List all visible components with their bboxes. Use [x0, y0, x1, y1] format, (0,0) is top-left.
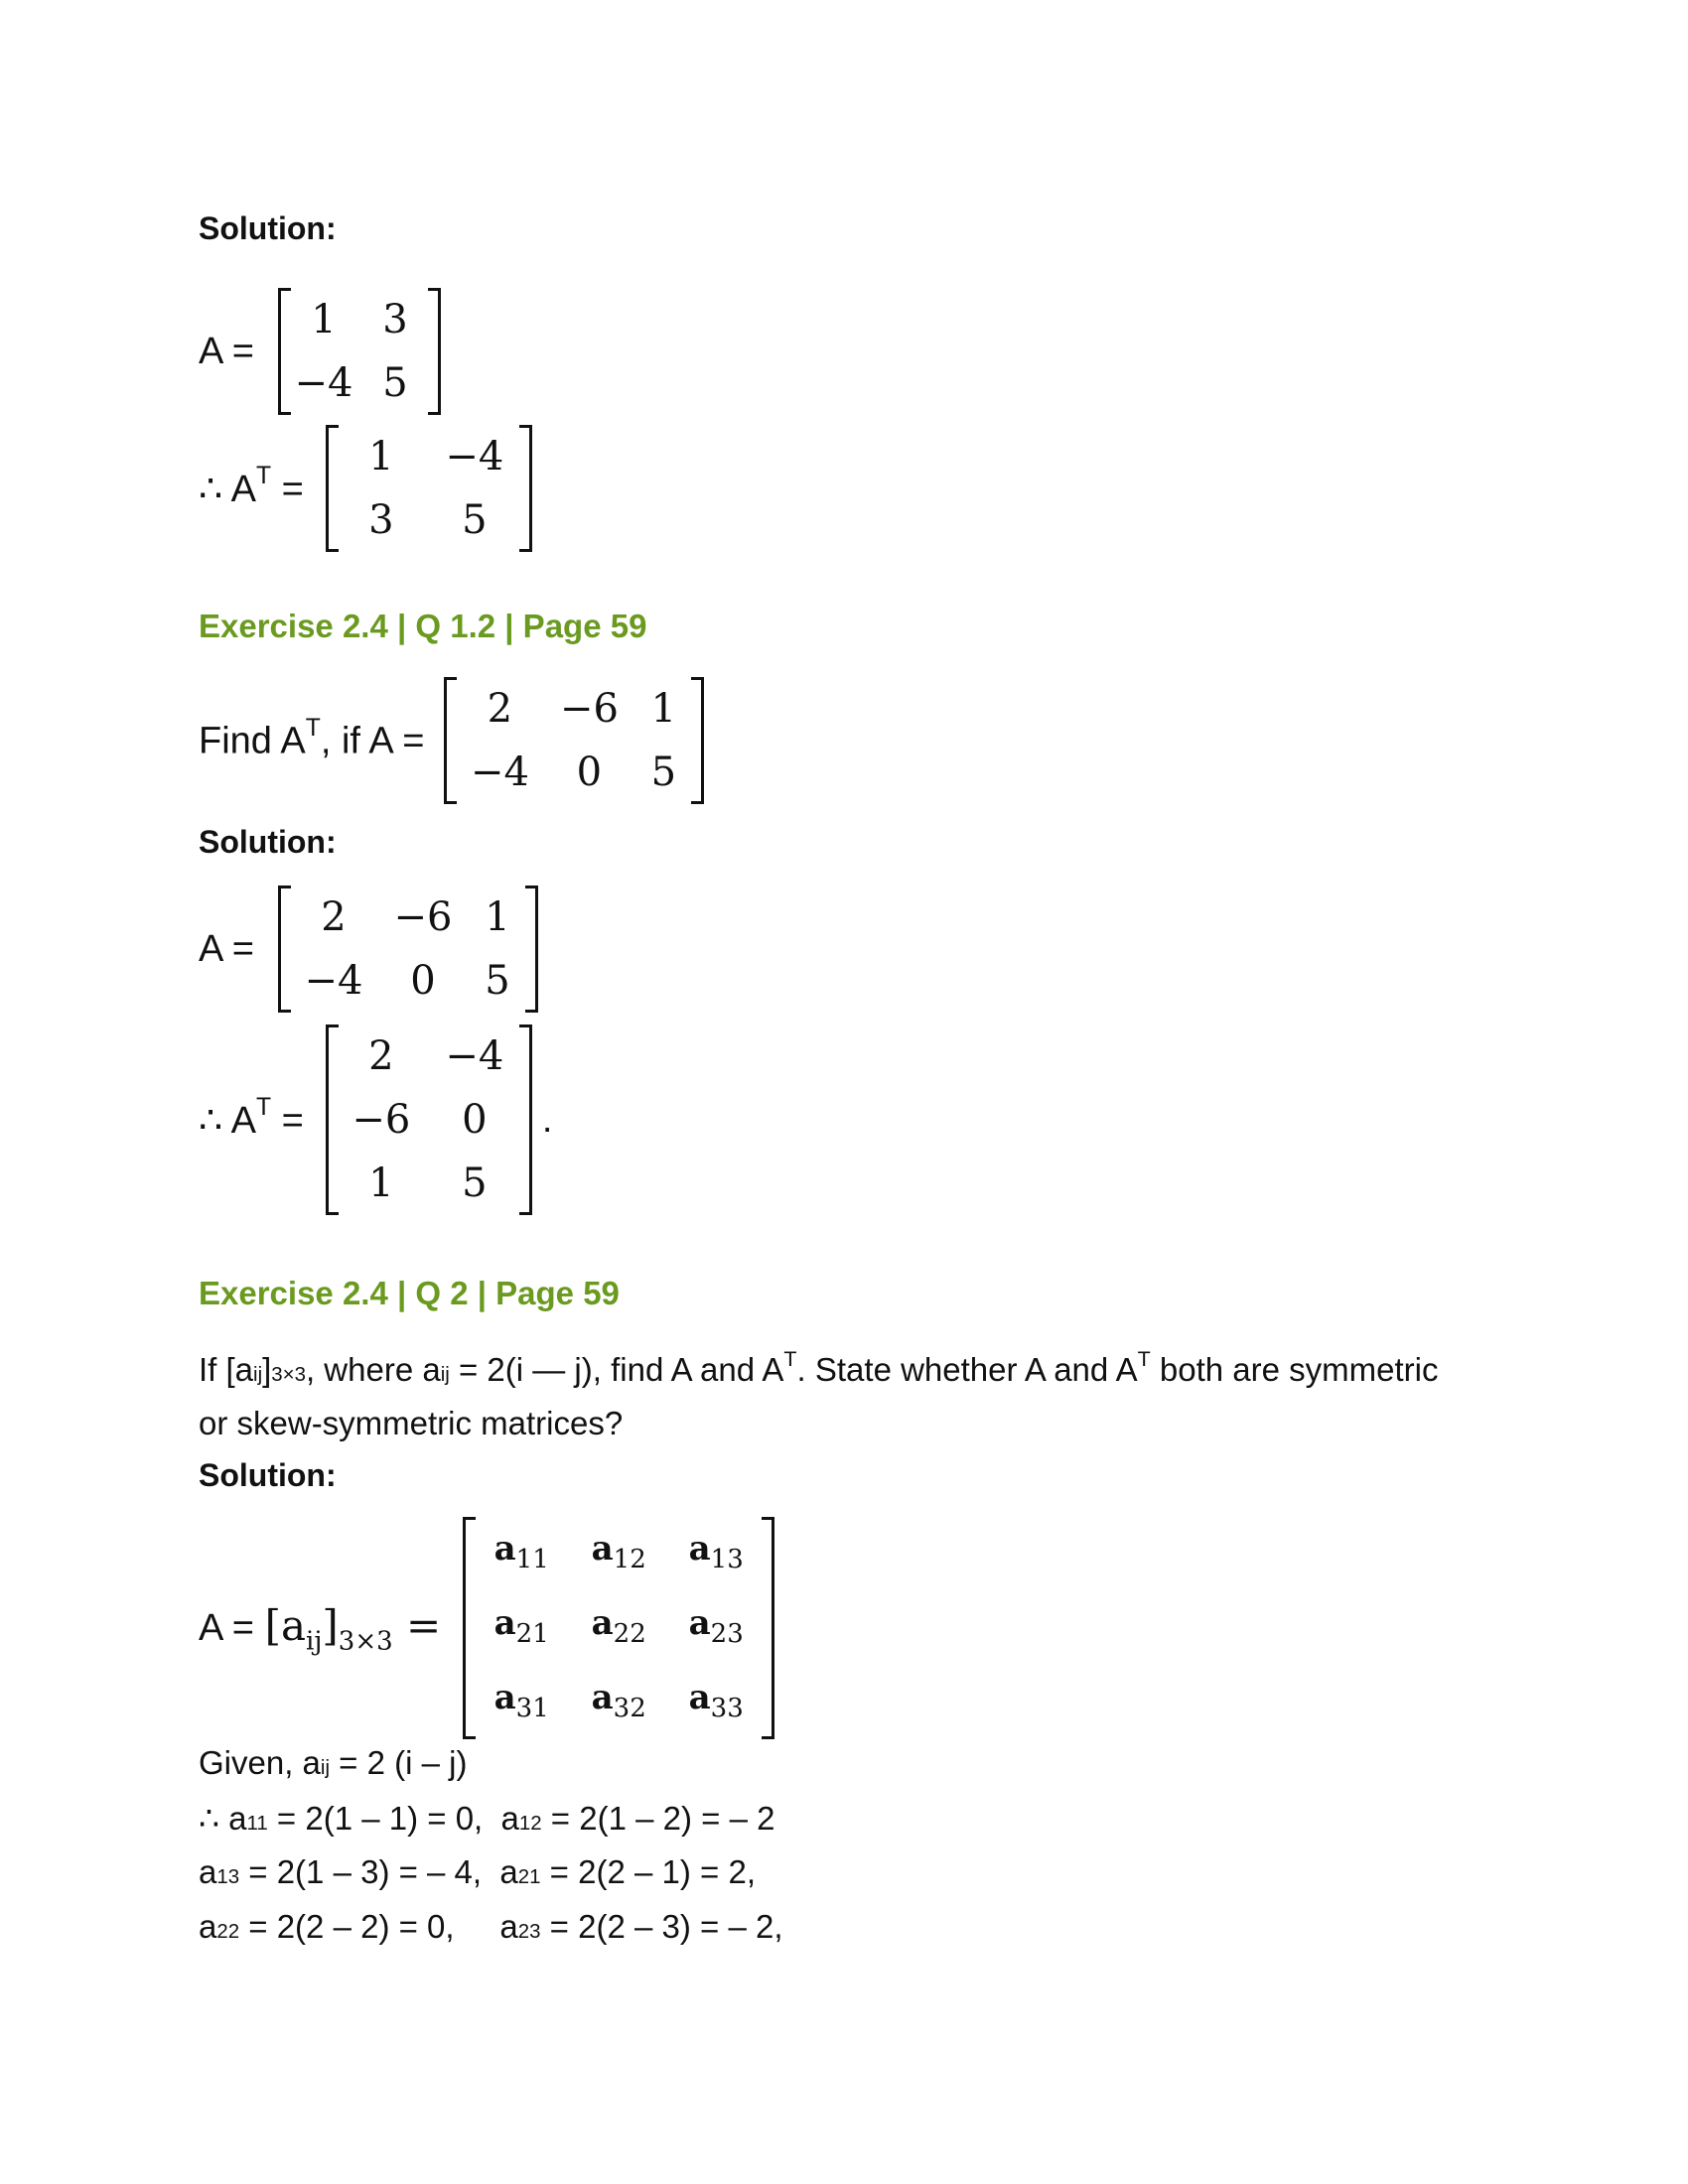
matrix-cell: −4 — [294, 360, 353, 406]
matrix-at-row — [199, 425, 532, 552]
matrix-at-row — [199, 1024, 552, 1215]
matrix-at — [326, 1024, 532, 1215]
matrix-a — [278, 288, 441, 415]
matrix-cell: 5 — [485, 958, 510, 1004]
matrix-cell: 3 — [382, 297, 408, 342]
matrix-a — [278, 886, 538, 1013]
matrix-a-general — [463, 1517, 774, 1739]
question-matrix — [444, 677, 704, 804]
solution-label: Solution: — [199, 210, 337, 246]
matrix-cell: $a_{22}$ — [591, 1602, 646, 1649]
solution-label: Solution: — [199, 824, 337, 860]
matrix-cell: −6 — [559, 686, 619, 732]
question-text: If [aij]3×3, where aij = 2(i — j), find A and $A^T$. State whether A and $A^T$ both are symmetric — [199, 1346, 1439, 1388]
matrix-cell: $a_{32}$ — [591, 1677, 646, 1723]
matrix-cell: 3 — [368, 497, 394, 543]
matrix-cell: $a_{12}$ — [591, 1529, 646, 1574]
matrix-cell: $a_{13}$ — [688, 1529, 744, 1574]
question-label: Find $A^T$, if A = — [199, 714, 425, 762]
matrix-cell: −4 — [445, 1033, 504, 1079]
solution-label: Solution: — [199, 1457, 337, 1493]
matrix-cell: −4 — [445, 434, 504, 479]
computation-line: a22 = 2(2 – 2) = 0, a23 = 2(2 – 3) = – 2, — [199, 1908, 783, 1945]
matrix-cell: 0 — [576, 750, 603, 795]
matrix-cell: 5 — [382, 360, 408, 406]
matrix-cell: −4 — [304, 958, 363, 1004]
matrix-cell: 2 — [368, 1033, 394, 1079]
computation-line: ∴ a11 = 2(1 – 1) = 0, a12 = 2(1 – 2) = – 2 — [199, 1800, 775, 1837]
matrix-cell: 5 — [462, 497, 488, 543]
exercise-heading[interactable]: Exercise 2.4 | Q 1.2 | Page 59 — [199, 608, 647, 644]
given-line: Given, aij = 2 (i – j) — [199, 1744, 468, 1781]
matrix-cell: −6 — [352, 1097, 411, 1143]
matrix-a-row — [199, 886, 538, 1013]
question-text — [199, 677, 704, 804]
matrix-cell: $a_{21}$ — [493, 1602, 549, 1649]
matrix-cell: 2 — [321, 894, 347, 940]
matrix-at-label: ∴ $A^T$ = — [199, 463, 304, 510]
matrix-cell: 1 — [368, 434, 394, 479]
matrix-a-label: A = — [199, 330, 254, 372]
matrix-a-def: $A = [a_{ij}]_{3\times 3}$ = — [199, 1600, 442, 1656]
matrix-a-row — [199, 1517, 774, 1739]
matrix-cell: 5 — [462, 1160, 488, 1206]
matrix-cell: $a_{33}$ — [688, 1677, 744, 1723]
matrix-cell: 0 — [462, 1097, 488, 1143]
matrix-cell: 1 — [650, 686, 677, 732]
matrix-cell: $a_{11}$ — [493, 1529, 549, 1574]
matrix-cell: −4 — [470, 750, 529, 795]
matrix-at-label: ∴ $A^T$ = — [199, 1094, 304, 1142]
matrix-a-row — [199, 288, 441, 415]
matrix-cell: 2 — [487, 686, 513, 732]
matrix-cell: $a_{23}$ — [688, 1602, 744, 1649]
matrix-a-label: A = — [199, 927, 254, 970]
matrix-cell: 0 — [410, 958, 436, 1004]
matrix-at — [326, 425, 532, 552]
matrix-cell: −6 — [393, 894, 453, 940]
matrix-cell: 1 — [485, 894, 510, 940]
matrix-cell: 5 — [650, 750, 677, 795]
matrix-cell: 1 — [368, 1160, 394, 1206]
period: . — [541, 1098, 553, 1141]
question-text-line2: or skew-symmetric matrices? — [199, 1405, 624, 1441]
computation-line: a13 = 2(1 – 3) = – 4, a21 = 2(2 – 1) = 2, — [199, 1853, 756, 1890]
exercise-heading[interactable]: Exercise 2.4 | Q 2 | Page 59 — [199, 1275, 620, 1311]
matrix-cell: 1 — [311, 297, 337, 342]
matrix-cell: $a_{31}$ — [493, 1677, 549, 1723]
